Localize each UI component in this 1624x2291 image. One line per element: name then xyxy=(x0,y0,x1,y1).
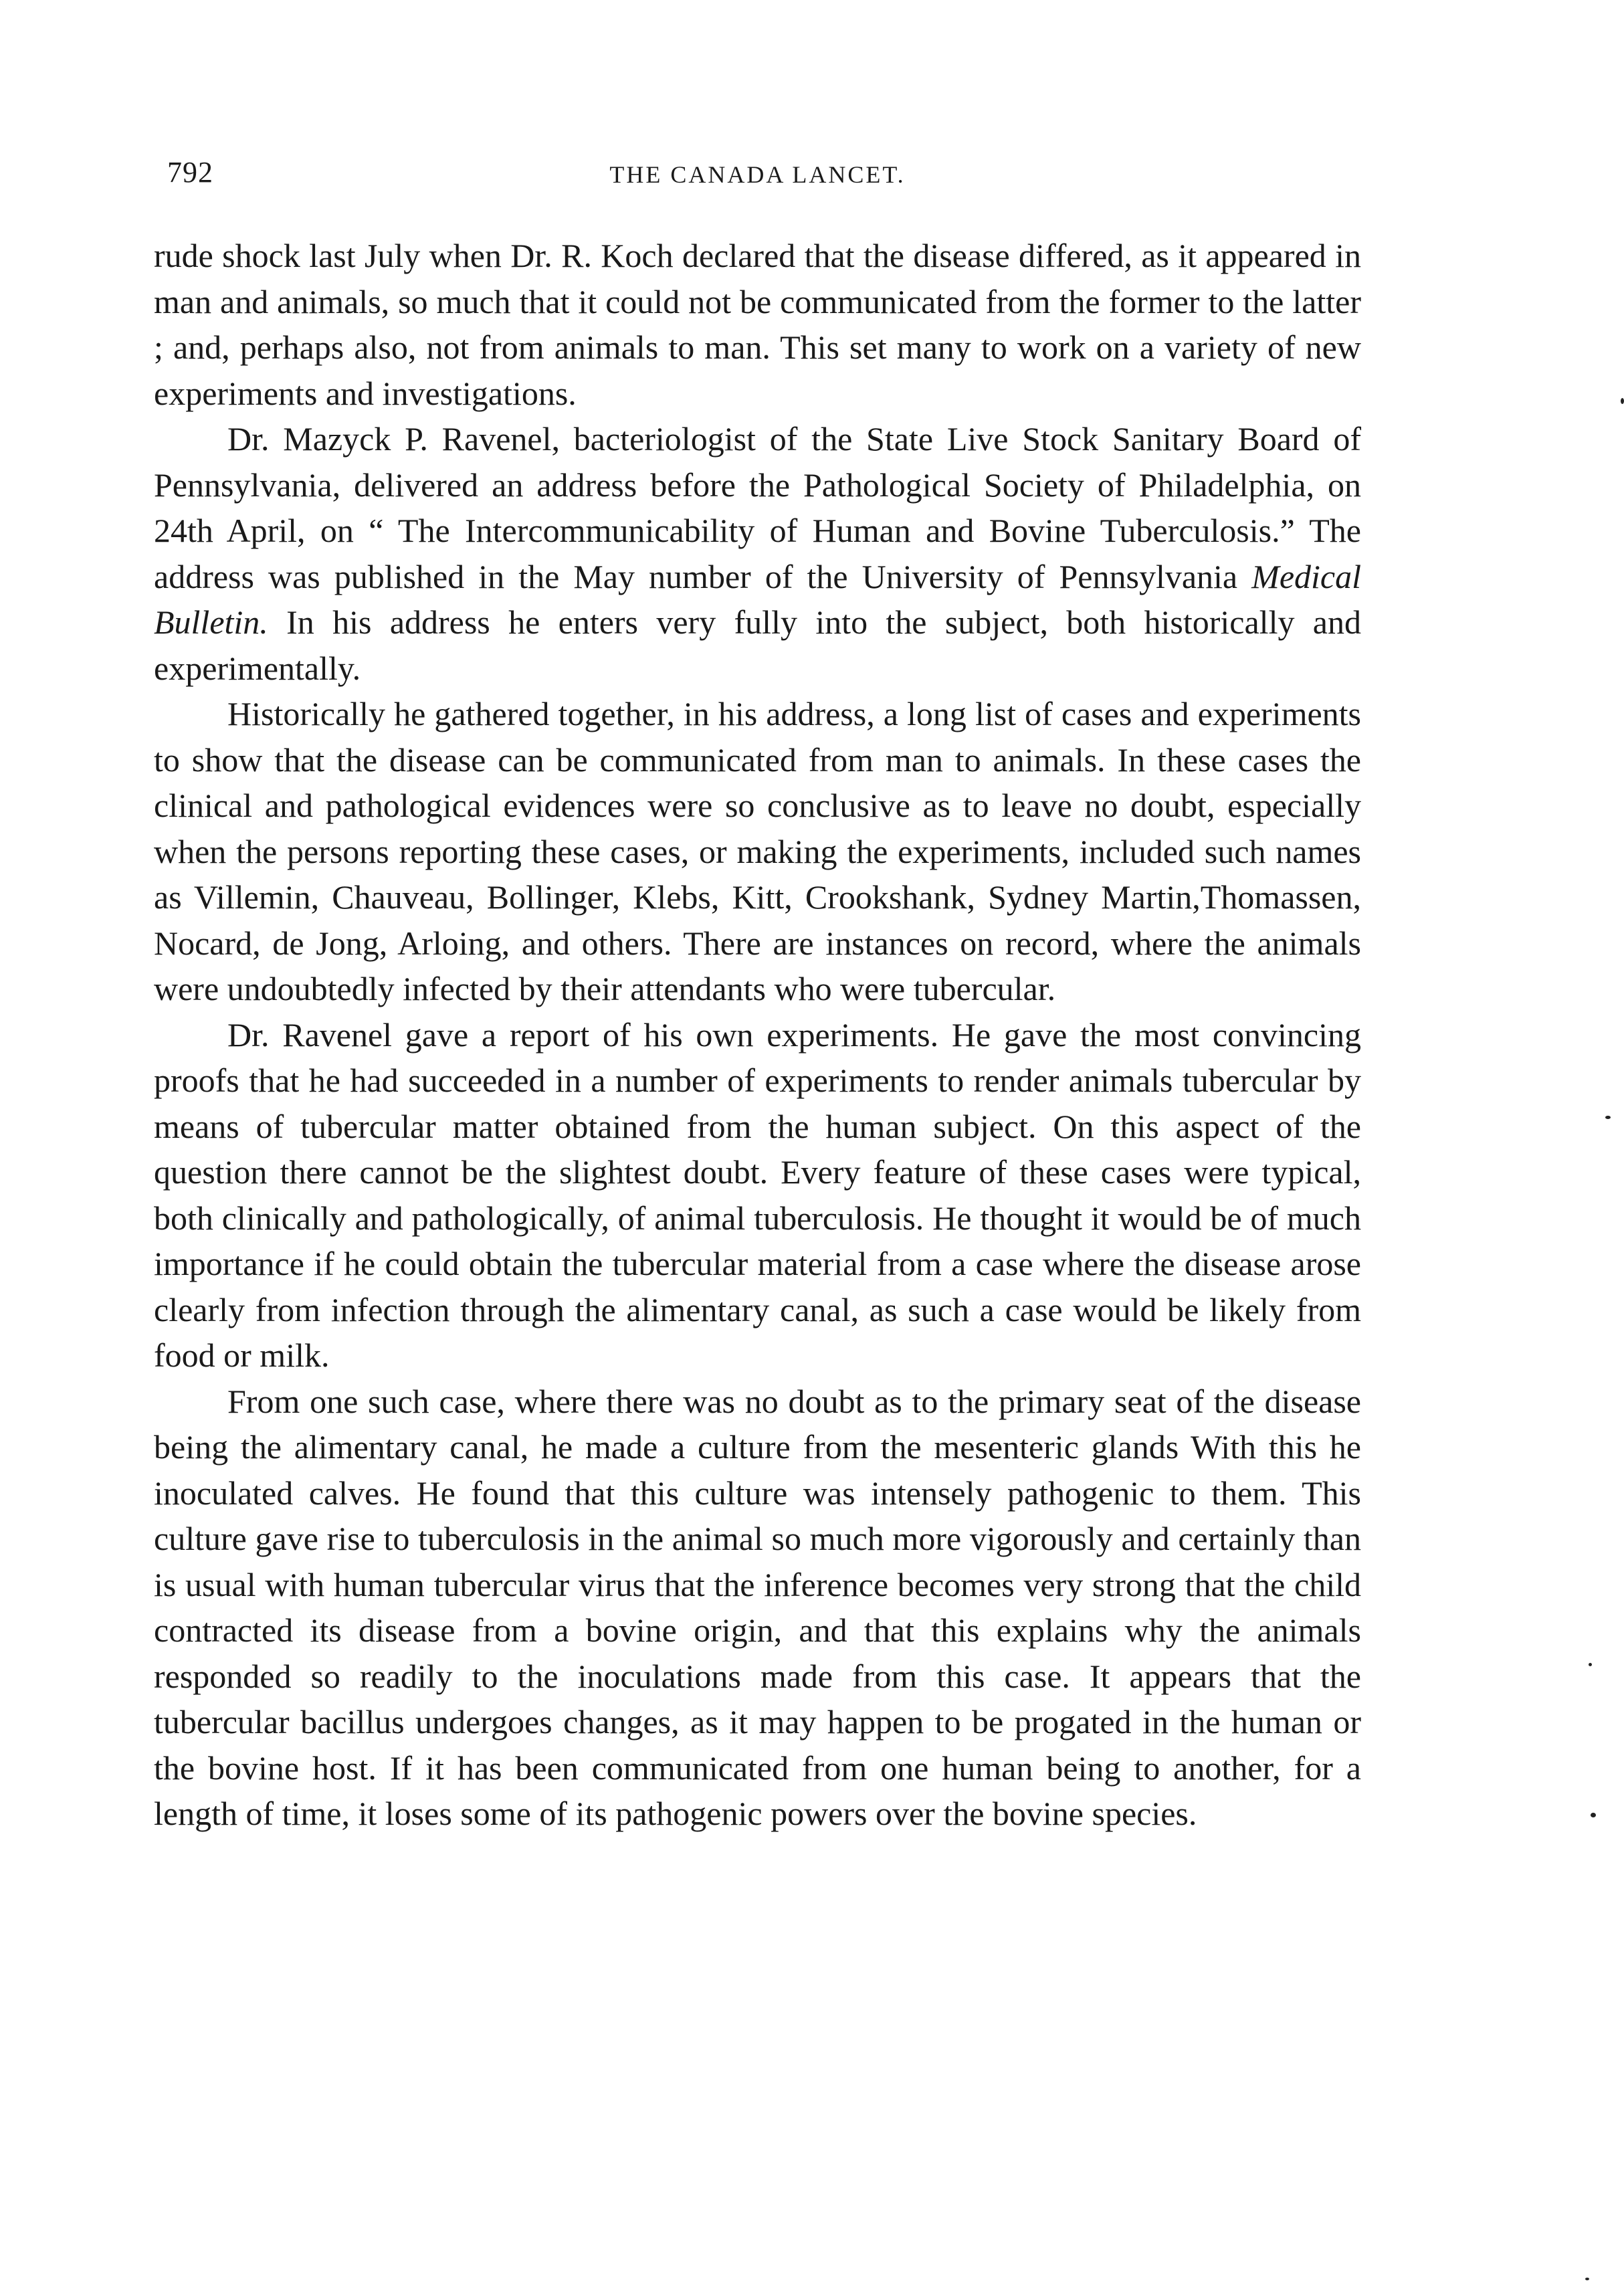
scan-speck xyxy=(1589,1663,1592,1666)
paragraph-4: Dr. Ravenel gave a report of his own experiments. He gave the most convincing proofs that he had succeeded in a number of experiments to render animals tubercular by means of tubercular matter obtained from the human subject. On this aspect of the question there cannot be the slightest doubt. Every feature of these cases were typical, both clinically and pathologically, of animal tuberculosis. He thought it would be of much importance if he could obtain the tubercular material from a case where the disease arose clearly from infection through the alimentary canal, as such a case would be likely from food or milk. xyxy=(154,1015,1361,1374)
running-head: THE CANADA LANCET. xyxy=(609,161,906,188)
paragraph-2 xyxy=(154,416,1361,691)
paragraph-2-text-before: Dr. Mazyck P. Ravenel, bacteriologist of the State Live Stock Sanitary Board of Pennsylvania, delivered an address before the Pathological Society of Philadelphia, on 24th April, on “ The Intercommunicability of Human and Bovine Tuberculosis.” The address was published in the May number of the University of Pennsylvania xyxy=(154,420,1361,595)
scan-speck xyxy=(1585,2278,1589,2280)
page xyxy=(154,155,1361,1837)
scan-speck xyxy=(1605,1116,1611,1119)
scan-speck xyxy=(1621,398,1624,404)
paragraph-2-text-after: In his address he enters very fully into the subject, both historically and experimentally. xyxy=(154,603,1361,687)
paragraph-1: rude shock last July when Dr. R. Koch declared that the disease differed, as it appeared in man and animals, so much that it could not be communicated from the former to the latter ; and, perhaps also, not from animals to man. This set many to work on a variety of new experiments and investigations. xyxy=(154,237,1361,412)
paragraph-3: Historically he gathered together, in his address, a long list of cases and experiments to show that the disease can be communicated from man to animals. In these cases the clinical and pathological evidences were so conclusive as to leave no doubt, especially when the persons reporting these cases, or making the experiments, included such names as Villemin, Chauveau, Bollinger, Klebs, Kitt, Crookshank, Sydney Martin,Thomassen, Nocard, de Jong, Arloing, and others. There are instances on record, where the animals were undoubtedly infected by their attendants who were tubercular. xyxy=(154,695,1361,1007)
scan-speck xyxy=(1591,1813,1596,1817)
article-body xyxy=(154,233,1361,1837)
page-number: 792 xyxy=(167,156,213,189)
paragraph-5: From one such case, where there was no doubt as to the primary seat of the disease being the alimentary canal, he made a culture from the mesenteric glands With this he inoculated calves. He found that this culture was intensely pathogenic to them. This culture gave rise to tuberculosis in the animal so much more vigorously and certainly than is usual with human tubercular virus that the inference becomes very strong that the child contracted its disease from a bovine origin, and that this explains why the animals responded so readily to the inoculations made from this case. It appears that the tubercular bacillus undergoes changes, as it may happen to be progated in the human or the bovine host. If it has been communicated from one human being to another, for a length of time, it loses some of its pathogenic powers over the bovine species. xyxy=(154,1382,1361,1832)
journal-title-italic: Medical Bulletin. xyxy=(154,557,1361,641)
page-header xyxy=(154,155,1361,202)
